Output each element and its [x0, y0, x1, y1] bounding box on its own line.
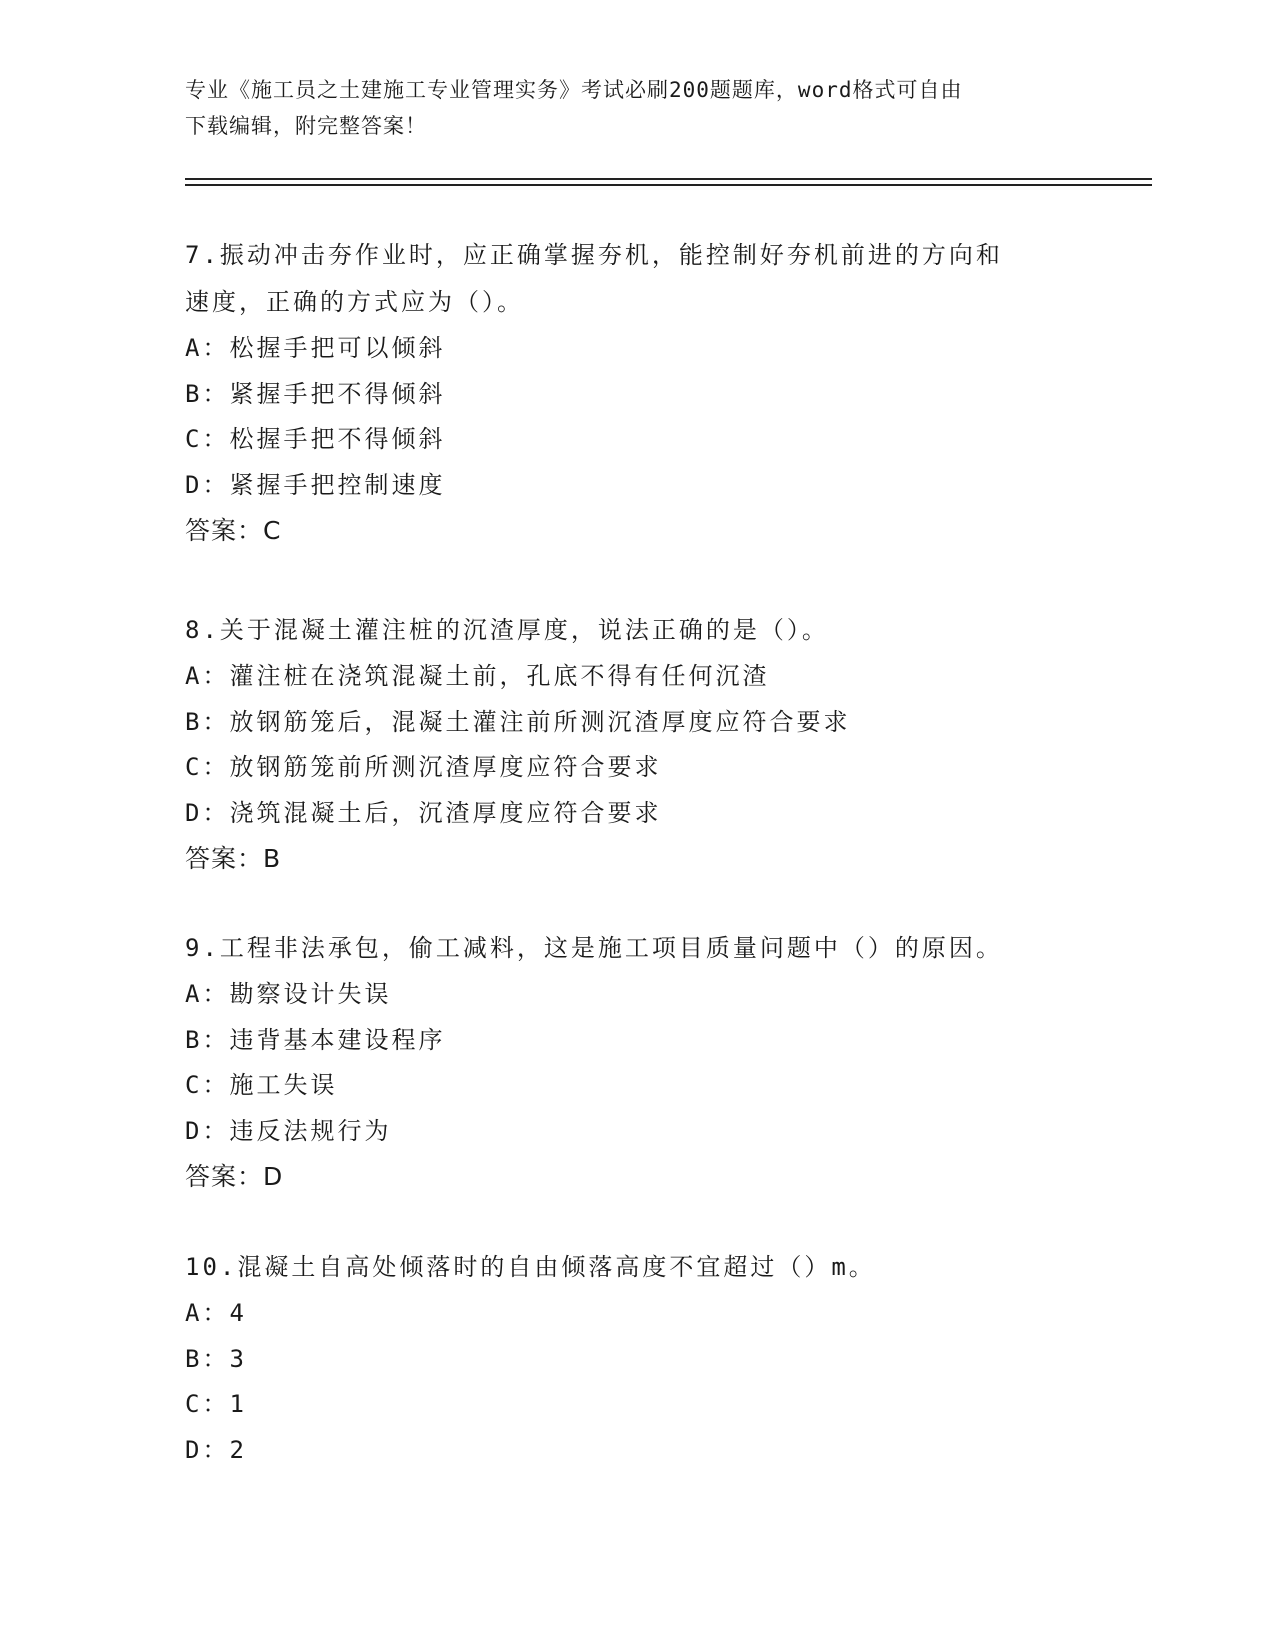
option-a: A：4 — [185, 1299, 247, 1327]
question-7 — [185, 232, 1065, 554]
answer: 答案：B — [185, 844, 282, 873]
header-divider-bottom — [185, 184, 1152, 186]
option-d: D：2 — [185, 1435, 247, 1464]
option-a: A：勘察设计失误 — [185, 980, 392, 1008]
header-line-1: 专业《施工员之土建施工专业管理实务》考试必刷200题题库，word格式可自由 — [185, 78, 963, 102]
question-9 — [185, 925, 1065, 1200]
answer: 答案：C — [185, 516, 282, 545]
option-c: C：松握手把不得倾斜 — [185, 425, 446, 453]
option-c: C：1 — [185, 1390, 247, 1418]
question-stem-continued: 速度，正确的方式应为（）。 — [185, 288, 524, 316]
question-stem: 7.振动冲击夯作业时，应正确掌握夯机，能控制好夯机前进的方向和 — [185, 241, 1003, 269]
option-a: A：松握手把可以倾斜 — [185, 334, 446, 362]
option-c: C：放钢筋笼前所测沉渣厚度应符合要求 — [185, 753, 662, 781]
question-stem: 9.工程非法承包，偷工减料，这是施工项目质量问题中（）的原因。 — [185, 934, 1003, 962]
option-b: B：放钢筋笼后，混凝土灌注前所测沉渣厚度应符合要求 — [185, 707, 851, 736]
option-d: D：违反法规行为 — [185, 1116, 392, 1145]
option-b: B：3 — [185, 1344, 247, 1373]
option-b: B：违背基本建设程序 — [185, 1025, 446, 1054]
header-line-2: 下载编辑，附完整答案！ — [185, 114, 427, 138]
option-d: D：浇筑混凝土后，沉渣厚度应符合要求 — [185, 798, 662, 827]
document-header — [185, 72, 1065, 144]
question-stem: 10.混凝土自高处倾落时的自由倾落高度不宜超过（）m。 — [185, 1253, 876, 1281]
option-d: D：紧握手把控制速度 — [185, 470, 446, 499]
question-stem: 8.关于混凝土灌注桩的沉渣厚度，说法正确的是（）。 — [185, 616, 829, 644]
option-a: A：灌注桩在浇筑混凝土前，孔底不得有任何沉渣 — [185, 662, 770, 690]
header-divider-top — [185, 178, 1152, 180]
question-8 — [185, 607, 1065, 882]
question-10 — [185, 1244, 1065, 1473]
answer: 答案：D — [185, 1162, 284, 1191]
option-c: C：施工失误 — [185, 1071, 338, 1099]
option-b: B：紧握手把不得倾斜 — [185, 379, 446, 408]
